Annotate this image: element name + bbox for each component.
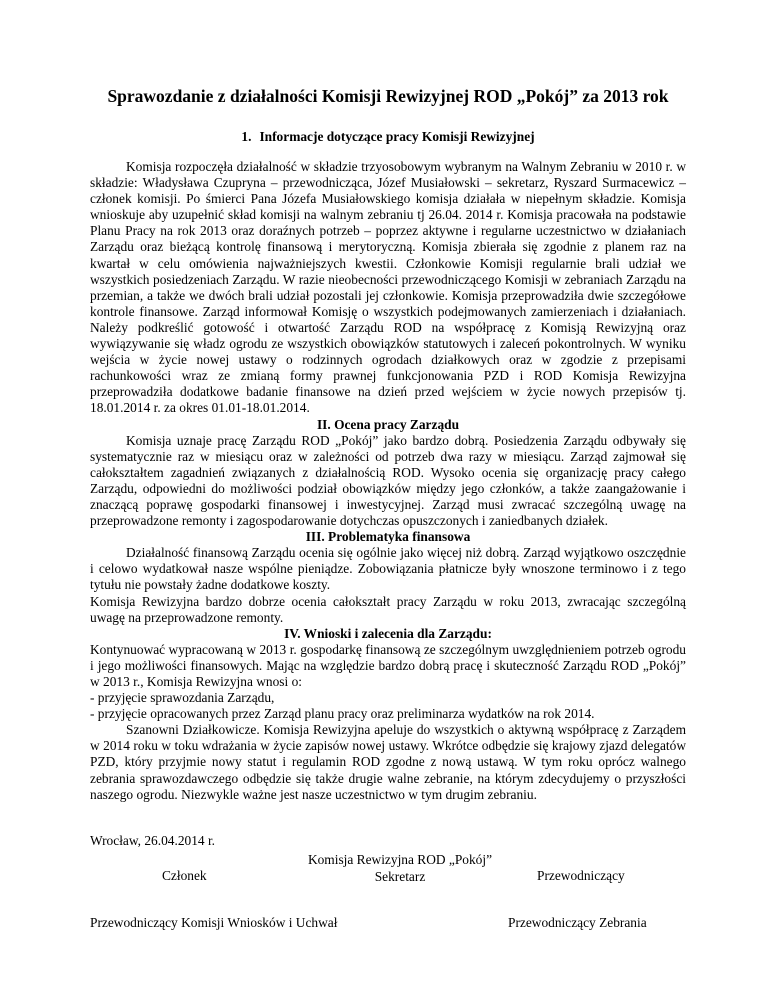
section-1-number: 1.: [241, 129, 252, 144]
section-1-heading: [90, 129, 686, 145]
section-4-heading: IV. Wnioski i zalecenia dla Zarządu:: [284, 625, 492, 641]
section-4-list-item: - przyjęcie sprawozdania Zarządu,: [90, 690, 275, 706]
section-4-paragraph-1: Kontynuować wypracowaną w 2013 r. gospodarkę finansową ze szczególnym uwzględnieniem potrzeb ogrodu i jego możliwości finansowych. Mając na względzie bardzo dobrą pracę i skuteczność Zarządu ROD „Pokój” w 2013 r., Komisja Rewizyjna wnosi o:: [90, 641, 686, 689]
signature-block: [90, 851, 686, 885]
section-1-heading-text: Informacje dotyczące pracy Komisji Rewizyjnej: [259, 129, 535, 144]
chair-label: Przewodniczący: [537, 867, 625, 883]
document-page: [90, 86, 686, 935]
member-label: Członek: [162, 867, 207, 883]
signature-center: [285, 851, 515, 885]
committee-name: Komisja Rewizyjna ROD „Pokój”: [307, 851, 493, 867]
meeting-chair-label: Przewodniczący Zebrania: [508, 914, 647, 930]
section-2-heading: II. Ocena pracy Zarządu: [316, 416, 460, 432]
secretary-label: Sekretarz: [374, 868, 426, 884]
bottom-signature-row: [90, 915, 686, 935]
section-3-paragraph-1: Działalność finansową Zarządu ocenia się ogólnie jako więcej niż dobrą. Zarząd wyjątkowo oszczędnie i celowo wydatkował nasze wspólne pieniądze. Zobowiązania płatnicze były wnoszone terminowo i z tego tytułu nie powstały żadne dodatkowe koszty.: [90, 545, 686, 593]
section-3-paragraph-2: Komisja Rewizyjna bardzo dobrze ocenia całokształt pracy Zarządu w roku 2013, zwracając szczególną uwagę na przeprowadzone remonty.: [90, 593, 686, 625]
motions-chair-label: Przewodniczący Komisji Wniosków i Uchwał: [90, 914, 338, 930]
document-date: Wrocław, 26.04.2014 r.: [90, 832, 216, 848]
section-4-list-item: - przyjęcie opracowanych przez Zarząd planu pracy oraz preliminarza wydatków na rok 2014.: [90, 706, 595, 722]
section-2-paragraph: Komisja uznaje pracę Zarządu ROD „Pokój” jako bardzo dobrą. Posiedzenia Zarządu odbywały się systematycznie raz w miesiącu oraz w zależności od potrzeb dwa razy w miesiącu. Zarząd zajmował się całokształtem zagadnień związanych z działalnością ROD. Wysoko ocenia się organizację pracy całego Zarządu, odpowiedni do możliwości podział obowiązków między jego członków, a także zaangażowanie i znaczącą poprawę gospodarki finansowej i inwestycyjnej. Zarząd musi zwracać szczególną uwagę na przeprowadzone remonty i zagospodarowanie dotychczas opuszczonych i zaniedbanych działek.: [90, 432, 686, 529]
section-1-paragraph: Komisja rozpoczęła działalność w składzie trzyosobowym wybranym na Walnym Zebraniu w 2010 r. w składzie: Władysława Czupryna – przewodnicząca, Józef Musiałowski – sekretarz, Ryszard Surmacewicz – członek komisji. Po śmierci Pana Józefa Musiałowskiego komisja działała w niepełnym składzie. Komisja wnioskuje aby uzupełnić skład komisji na walnym zebraniu tj 26.04. 2014 r. Komisja pracowała na podstawie Planu Pracy na rok 2013 oraz doraźnych potrzeb – poprzez aktywne i regularne uczestnictwo w działaniach Zarządu oraz bieżącą kontrolę finansową i merytoryczną. Komisja zbierała się zgodnie z planem raz na kwartał w celu omówienia najważniejszych kwestii. Członkowie Komisji regularnie brali udział we wszystkich posiedzeniach Zarządu. W razie nieobecności przewodniczącego Komisji w zebraniach Zarządu na przemian, a także we dwóch brali udział pozostali jej członkowie. Komisja przeprowadziła dwie szczegółowe kontrole finansowe. Zarząd informował Komisję o wszystkich podejmowanych zamierzeniach i działaniach. Należy podkreślić gotowość i otwartość Zarządu ROD na współpracę z Komisją Rewizyjną oraz wywiązywanie się władz ogrodu ze wszystkich obowiązków statutowych i zaleceń pokontrolnych. W wyniku wejścia w życie nowej ustawy o rodzinnych ogrodach działkowych oraz w zgodzie z przepisami rachunkowości wraz ze zmianą formy prawnej funkcjonowania PZD i ROD Komisja Rewizyjna przeprowadziła dodatkowe badanie finansowe na dzień przed wejściem w życie nowych przepisów tj. 18.01.2014 r. za okres 01.01-18.01.2014.: [90, 159, 686, 416]
document-title: Sprawozdanie z działalności Komisji Rewizyjnej ROD „Pokój” za 2013 rok: [107, 86, 669, 106]
section-3-heading: III. Problematyka finansowa: [305, 529, 471, 545]
section-4-paragraph-2: Szanowni Działkowicze. Komisja Rewizyjna apeluje do wszystkich o aktywną współpracę z Zarządem w 2014 roku w toku wdrażania w życie zapisów nowej ustawy. Wkrótce odbędzie się krajowy zjazd delegatów PZD, który przyjmie nowy statut i regulamin ROD zgodne z nową ustawą. W tym roku oprócz walnego zebrania sprawozdawczego odbędzie się także drugie walne zebranie, na którym zdecydujemy o przyszłości naszego ogrodu. Niezwykle ważne jest nasze uczestnictwo w tym drugim zebraniu.: [90, 722, 686, 802]
